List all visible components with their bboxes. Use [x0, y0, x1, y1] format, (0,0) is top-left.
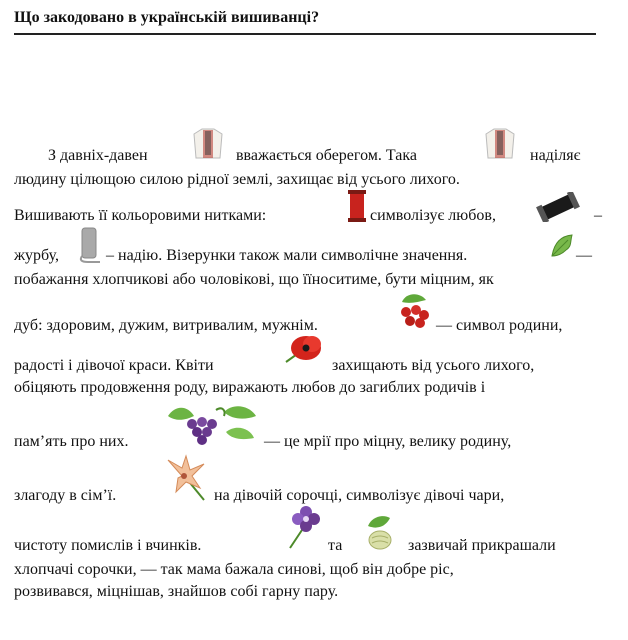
- text-segment: радості і дівочої краси. Квіти: [14, 357, 214, 374]
- text-segment: хлопчачі сорочки, — так мама бажала синові, щоб він добре ріс,: [14, 561, 454, 578]
- text-segment: – надію. Візерунки також мали символічне значення.: [106, 247, 468, 264]
- grapes-icon: [166, 402, 258, 448]
- text-segment: пам’ять про них.: [14, 433, 129, 450]
- text-segment: злагоду в сім’ї.: [14, 487, 117, 504]
- text-segment: — це мрії про міцну, велику родину,: [264, 433, 512, 450]
- viburnum-berries-icon: [396, 290, 432, 332]
- embroidered-shirt-icon: [188, 124, 228, 164]
- text-segment: захищають від усього лихого,: [332, 357, 535, 374]
- text-segment: дуб: здоровим, дужим, витривалим, мужнім.: [14, 317, 318, 334]
- black-thread-spool-icon: [536, 192, 580, 222]
- text-segment: –: [594, 207, 602, 224]
- text-segment: Вишивають її кольоровими нитками:: [14, 207, 267, 224]
- text-segment: — символ родини,: [436, 317, 563, 334]
- lily-flower-icon: [160, 454, 210, 502]
- text-segment: розвивався, міцнішав, знайшов собі гарну пару.: [14, 583, 339, 600]
- text-segment: зазвичай прикрашали: [408, 537, 556, 554]
- oak-leaf-icon: [548, 232, 576, 260]
- text-segment: символізує любов,: [370, 207, 496, 224]
- text-segment: на дівочій сорочці, символізує дівочі чари,: [214, 487, 505, 504]
- red-thread-spool-icon: [346, 188, 368, 224]
- embroidered-shirt-icon: [480, 124, 520, 164]
- text-segment: наділяє: [530, 147, 581, 164]
- text-segment: чистоту помислів і вчинків.: [14, 537, 202, 554]
- text-segment: обіцяють продовження роду, виражають любов до загиблих родичів і: [14, 379, 486, 396]
- poppy-flower-icon: [282, 332, 326, 368]
- text-segment: —: [576, 247, 592, 264]
- text-segment: людину цілющою силою рідної землі, захищає від усього лихого.: [14, 171, 460, 188]
- text-segment: журбу,: [14, 247, 59, 264]
- text-segment: та: [328, 537, 343, 554]
- text-segment: вважається оберегом. Така: [236, 147, 417, 164]
- text-segment: побажання хлопчикові або чоловікові, що їїноситиме, бути міцним, як: [14, 271, 494, 288]
- text-segment: З давніх-давен: [48, 147, 148, 164]
- page-title: Що закодовано в українській вишиванці?: [14, 7, 596, 35]
- hops-icon: [358, 512, 402, 552]
- grey-thread-spool-icon: [74, 226, 104, 264]
- periwinkle-flower-icon: [284, 502, 324, 550]
